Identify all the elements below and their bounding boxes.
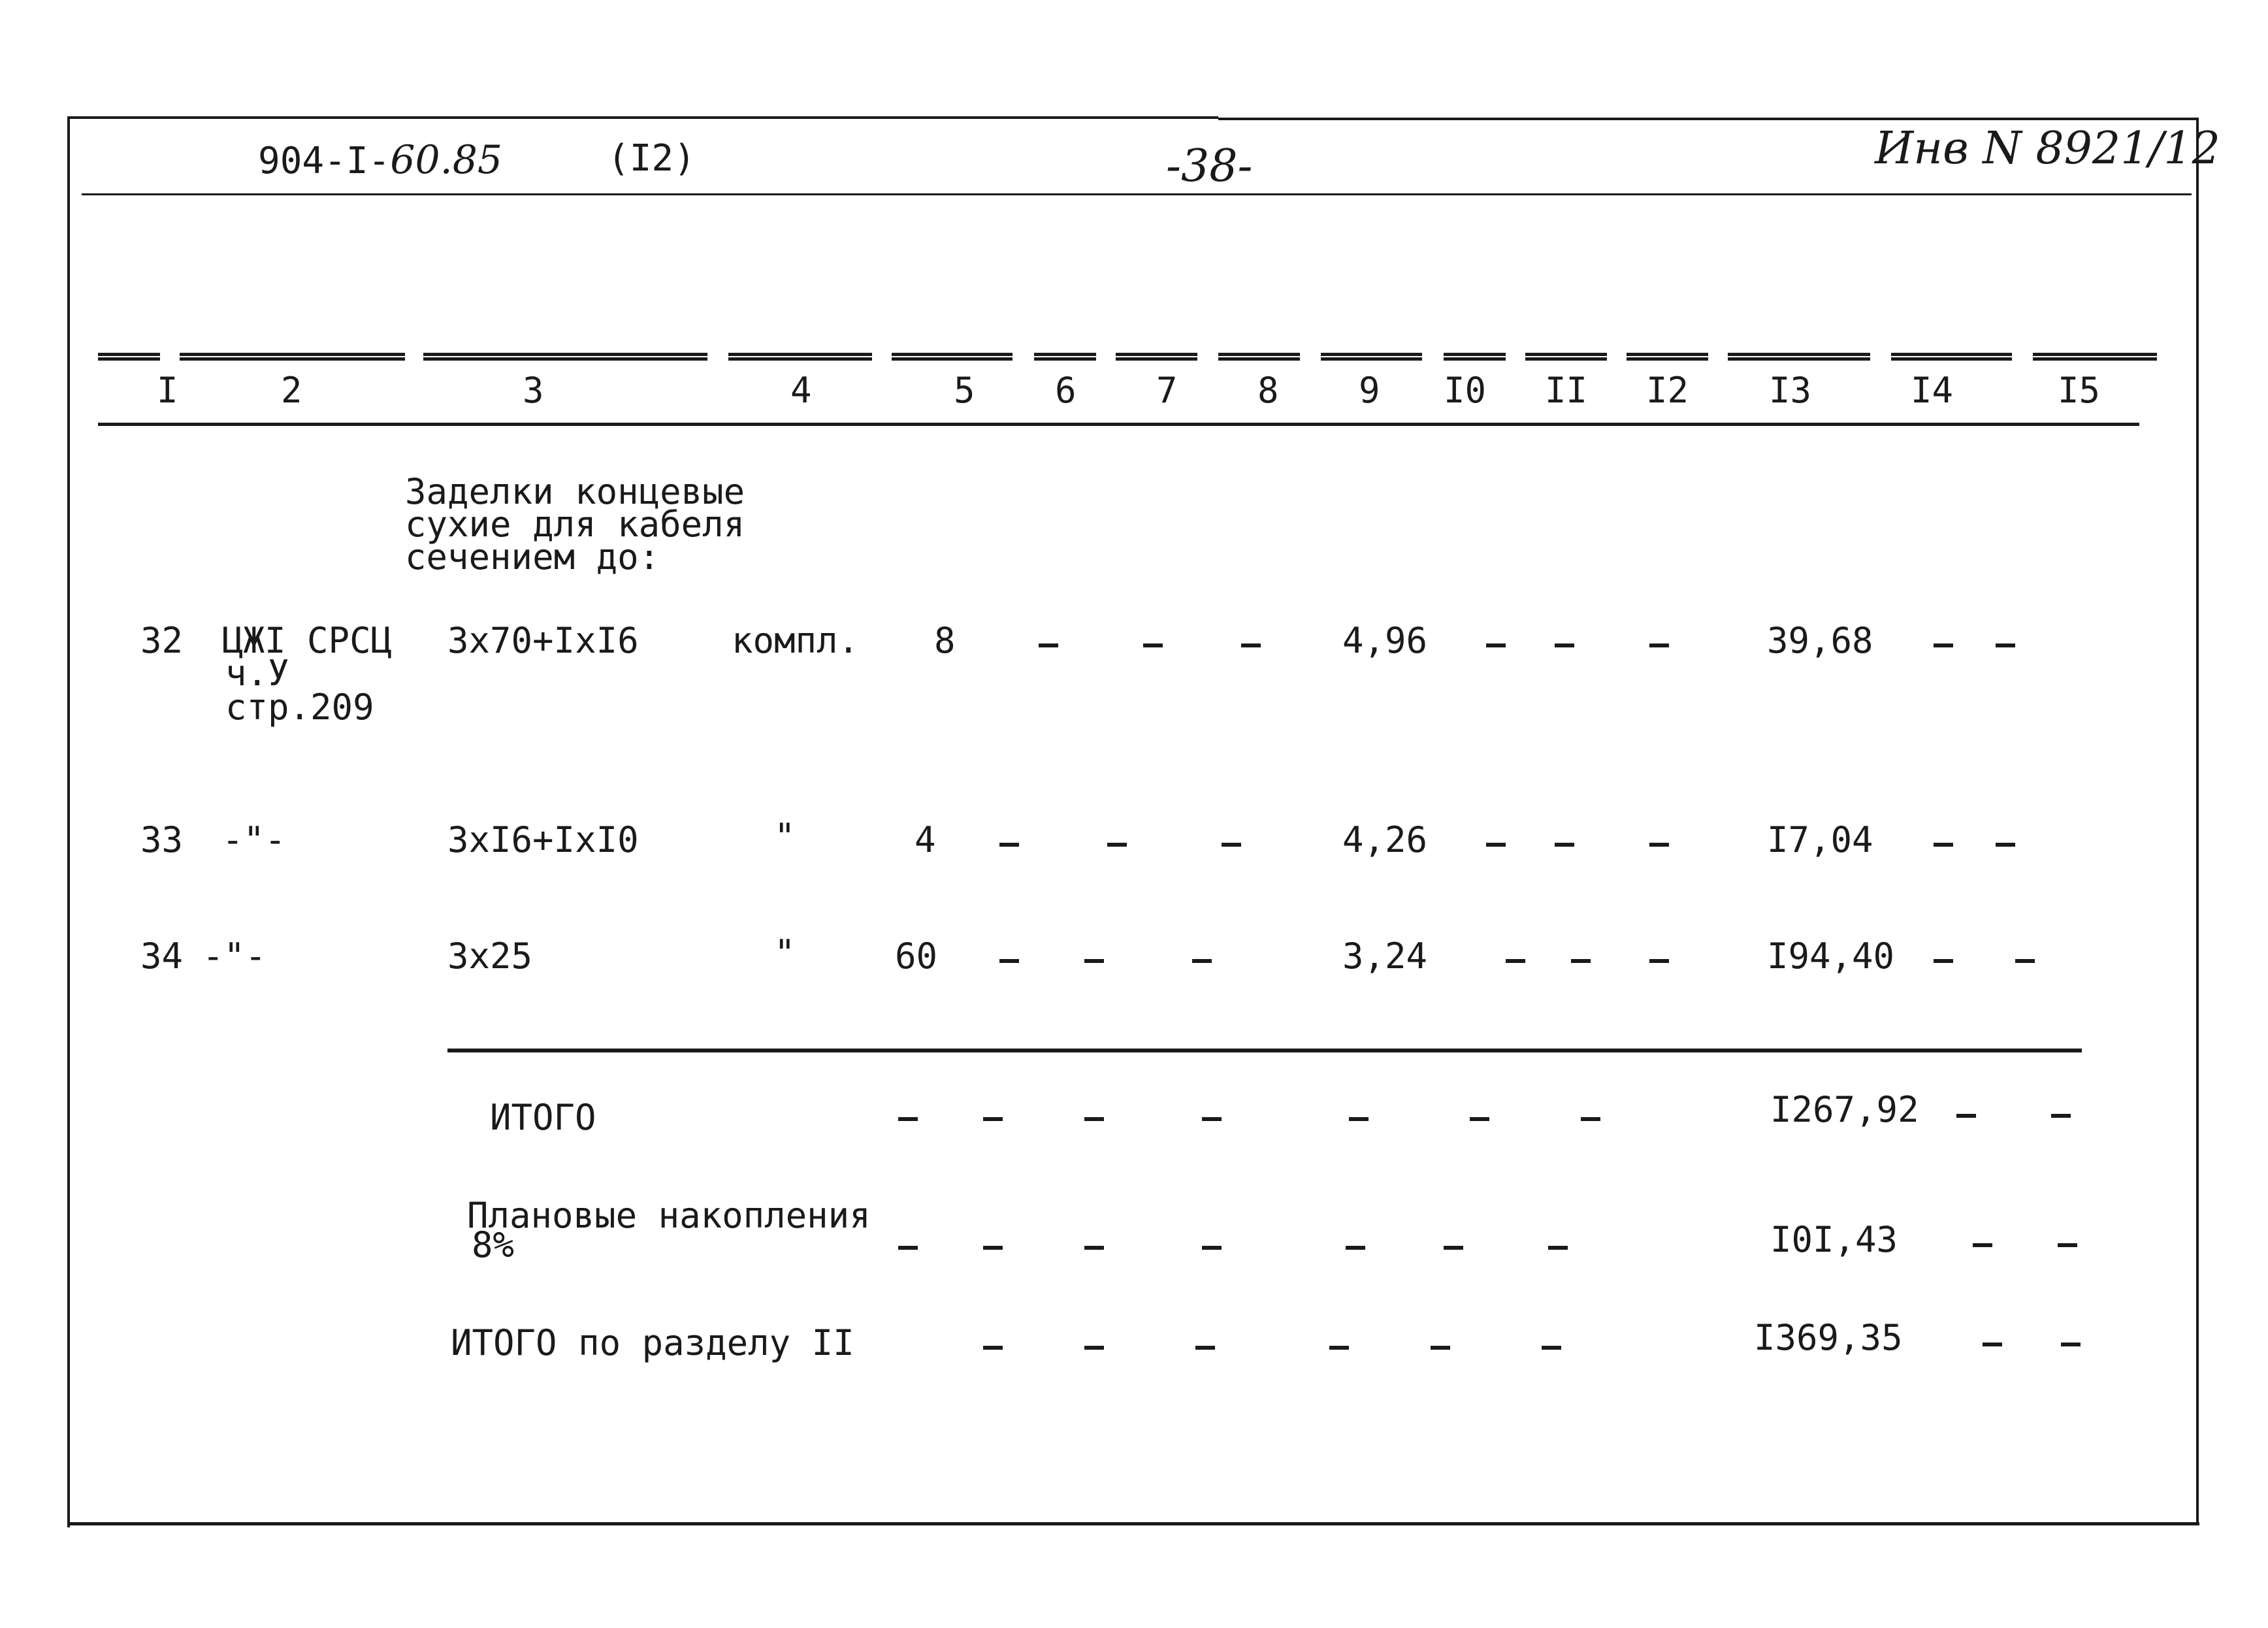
dash-mark: [1084, 1346, 1104, 1350]
dash-mark: [1956, 1114, 1976, 1118]
row-unit-price: 4,26: [1342, 819, 1428, 860]
dash-mark: [1084, 1117, 1104, 1121]
row-number: 32: [140, 620, 184, 661]
frame-left-border: [67, 116, 70, 1527]
col-rule: [1321, 353, 1422, 361]
dash-mark: [1486, 843, 1506, 847]
row-reference-line: -"-: [222, 819, 286, 860]
col-rule: [2033, 353, 2157, 361]
col-rule: [423, 353, 707, 361]
row-quantity: 4: [915, 819, 936, 860]
dash-mark: [1084, 959, 1104, 963]
row-unit-price: 3,24: [1342, 936, 1428, 977]
row-total: 39,68: [1767, 620, 1873, 661]
dash-mark: [2051, 1114, 2071, 1118]
dash-mark: [1542, 1346, 1561, 1350]
row-unit-price: 4,96: [1342, 620, 1428, 661]
column-number: I: [157, 370, 178, 411]
column-number: 7: [1156, 370, 1178, 411]
dash-mark: [898, 1246, 918, 1250]
col-rule: [1891, 353, 2012, 361]
row-unit: компл.: [732, 620, 860, 661]
dash-mark: [1222, 843, 1241, 847]
column-number: II: [1545, 370, 1588, 411]
dash-mark: [1555, 643, 1574, 647]
row-item-name: 3x25: [447, 936, 533, 977]
dash-mark: [983, 1246, 1003, 1250]
dash-mark: [999, 959, 1019, 963]
dash-mark: [1192, 959, 1212, 963]
dash-mark: [1470, 1117, 1489, 1121]
row-item-name: 3xI6+IxI0: [447, 819, 639, 860]
dash-mark: [2015, 959, 2035, 963]
totals-separator: [447, 1049, 2082, 1052]
dash-mark: [1934, 959, 1953, 963]
row-reference-line: -"-: [202, 936, 267, 977]
dash-mark: [1143, 643, 1163, 647]
dash-mark: [1349, 1117, 1369, 1121]
col-rule: [1034, 353, 1096, 361]
dash-mark: [2058, 1243, 2077, 1247]
dash-mark: [1996, 843, 2015, 847]
col-rule: [1525, 353, 1607, 361]
row-total: I94,40: [1767, 936, 1895, 977]
section-heading-line: сухие для кабеля: [405, 504, 745, 545]
column-header-underline: [98, 423, 2139, 426]
dash-mark: [999, 843, 1019, 847]
col-rule: [1728, 353, 1870, 361]
frame-bottom-border: [67, 1522, 2199, 1525]
dash-mark: [1195, 1346, 1215, 1350]
document-code-handwritten: 60.85: [390, 137, 503, 183]
col-rule: [1444, 353, 1506, 361]
column-number: 8: [1257, 370, 1279, 411]
dash-mark: [898, 1117, 918, 1121]
column-number: 9: [1359, 370, 1380, 411]
column-number: 5: [954, 370, 975, 411]
dash-mark: [1346, 1246, 1365, 1250]
inventory-number: Инв N 8921/12: [1875, 123, 2220, 174]
total-label: ИТОГО: [490, 1097, 596, 1138]
col-rule: [1627, 353, 1708, 361]
dash-mark: [1581, 1117, 1600, 1121]
column-number: I4: [1911, 370, 1954, 411]
section-heading-line: сечением до:: [405, 536, 660, 578]
col-rule: [1218, 353, 1300, 361]
row-reference-line: ч.У: [225, 653, 289, 694]
dash-mark: [1649, 843, 1669, 847]
dash-mark: [983, 1117, 1003, 1121]
total-value: I369,35: [1754, 1317, 1903, 1358]
dash-mark: [2061, 1343, 2081, 1346]
frame-top-border: [69, 116, 1218, 119]
header-underline: [82, 193, 2192, 195]
dash-mark: [1934, 843, 1953, 847]
col-rule: [180, 353, 405, 361]
row-unit: ": [774, 816, 796, 857]
col-rule: [98, 353, 160, 361]
dash-mark: [1649, 959, 1669, 963]
row-item-name: 3x70+IxI6: [447, 620, 639, 661]
document-code: [258, 137, 502, 183]
dash-mark: [1548, 1246, 1568, 1250]
row-reference-line: ЦЖI СРСЦ: [222, 620, 393, 661]
document-code-prefix: 904-I-: [258, 140, 391, 182]
row-unit: ": [774, 932, 796, 973]
dash-mark: [1431, 1346, 1450, 1350]
frame-right-border: [2196, 118, 2199, 1523]
dash-mark: [1202, 1246, 1222, 1250]
column-number: 6: [1055, 370, 1077, 411]
column-number: I2: [1646, 370, 1689, 411]
dash-mark: [1983, 1343, 2002, 1346]
section-heading-line: Заделки концевые: [405, 471, 745, 512]
col-rule: [1116, 353, 1197, 361]
col-rule: [728, 353, 872, 361]
dash-mark: [1202, 1117, 1222, 1121]
dash-mark: [1555, 843, 1574, 847]
column-number: 4: [790, 370, 812, 411]
dash-mark: [983, 1346, 1003, 1350]
dash-mark: [1649, 643, 1669, 647]
dash-mark: [1241, 643, 1261, 647]
column-number: I3: [1769, 370, 1812, 411]
part-number: (I2): [608, 137, 696, 180]
dash-mark: [1107, 843, 1127, 847]
total-value: I0I,43: [1770, 1219, 1898, 1260]
dash-mark: [1444, 1246, 1463, 1250]
column-number: I5: [2058, 370, 2101, 411]
total-label-percent: 8%: [472, 1224, 515, 1265]
column-number: I0: [1444, 370, 1487, 411]
dash-mark: [1571, 959, 1591, 963]
total-label: Плановые накопления: [467, 1195, 871, 1236]
dash-mark: [1329, 1346, 1349, 1350]
dash-mark: [1973, 1243, 1992, 1247]
dash-mark: [1996, 643, 2015, 647]
row-reference-line: стр.209: [225, 687, 374, 728]
row-total: I7,04: [1767, 819, 1873, 860]
dash-mark: [1486, 643, 1506, 647]
dash-mark: [1039, 643, 1058, 647]
total-value: I267,92: [1770, 1089, 1919, 1130]
total-label: ИТОГО по разделу II: [451, 1322, 854, 1363]
page-number: -38-: [1166, 140, 1253, 192]
frame-top-border-right: [1218, 118, 2198, 120]
row-number: 33: [140, 819, 184, 860]
column-number: 3: [523, 370, 544, 411]
col-rule: [892, 353, 1012, 361]
row-quantity: 60: [895, 936, 938, 977]
dash-mark: [1934, 643, 1953, 647]
dash-mark: [1506, 959, 1525, 963]
dash-mark: [1084, 1246, 1104, 1250]
row-number: 34: [140, 936, 184, 977]
row-quantity: 8: [934, 620, 956, 661]
column-number: 2: [281, 370, 302, 411]
